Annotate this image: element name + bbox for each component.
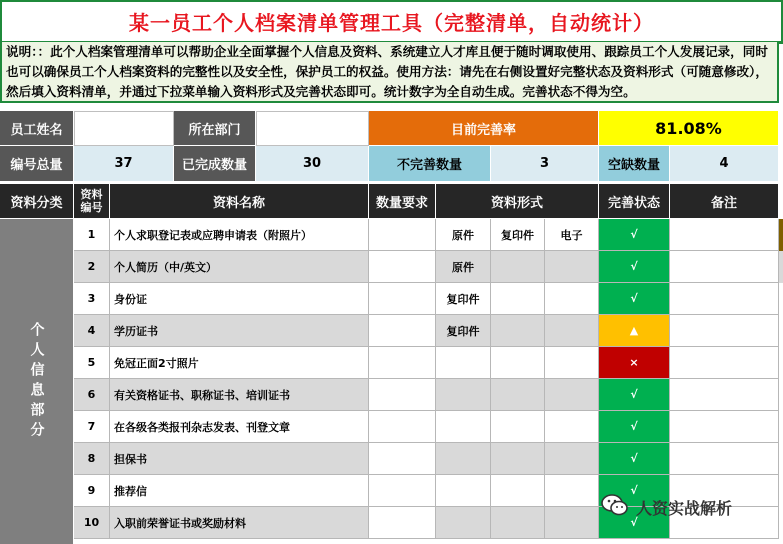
- row-name-cell: 担保书: [110, 443, 369, 475]
- form-dropdown[interactable]: [545, 411, 599, 443]
- form-dropdown[interactable]: [436, 347, 491, 379]
- header-name: 资料名称: [110, 184, 369, 219]
- employee-name-input[interactable]: [74, 111, 174, 146]
- header-remark: 备注: [670, 184, 779, 219]
- header-form: 资料形式: [436, 184, 599, 219]
- form-dropdown[interactable]: 原件: [436, 219, 491, 251]
- form-dropdown[interactable]: [491, 283, 545, 315]
- status-dropdown[interactable]: ×: [599, 347, 670, 379]
- row-name-cell: 身份证: [110, 283, 369, 315]
- row-no-cell: 7: [74, 411, 110, 443]
- form-dropdown[interactable]: [436, 379, 491, 411]
- row-no-cell: 2: [74, 251, 110, 283]
- form-dropdown[interactable]: 原件: [436, 251, 491, 283]
- watermark-text: 人资实战解析: [636, 498, 733, 518]
- quantity-input[interactable]: [369, 507, 436, 539]
- quantity-input[interactable]: [369, 219, 436, 251]
- form-dropdown[interactable]: [545, 379, 599, 411]
- form-dropdown[interactable]: [491, 251, 545, 283]
- header-number-line2: 编号: [80, 201, 103, 214]
- form-dropdown[interactable]: [491, 379, 545, 411]
- remark-input[interactable]: [670, 379, 779, 411]
- empty-count-label: 空缺数量: [599, 146, 670, 182]
- status-dropdown[interactable]: √: [599, 443, 670, 475]
- form-dropdown[interactable]: 复印件: [436, 283, 491, 315]
- status-dropdown[interactable]: √: [599, 411, 670, 443]
- remark-input[interactable]: [670, 315, 779, 347]
- quantity-input[interactable]: [369, 251, 436, 283]
- quantity-input[interactable]: [369, 411, 436, 443]
- header-number: [74, 184, 110, 219]
- header-status: 完善状态: [599, 184, 670, 219]
- form-dropdown[interactable]: [491, 315, 545, 347]
- form-dropdown[interactable]: [491, 411, 545, 443]
- header-number-line1: 资料: [80, 188, 103, 201]
- row-name-cell: 个人简历（中/英文）: [110, 251, 369, 283]
- form-dropdown[interactable]: [436, 507, 491, 539]
- row-no-cell: 5: [74, 347, 110, 379]
- quantity-input[interactable]: [369, 315, 436, 347]
- status-dropdown[interactable]: ▲: [599, 315, 670, 347]
- row-no-cell: 6: [74, 379, 110, 411]
- form-dropdown[interactable]: 电子: [545, 219, 599, 251]
- completion-rate-label: 目前完善率: [369, 111, 599, 146]
- total-count-value: 37: [74, 146, 174, 182]
- employee-name-label: 员工姓名: [0, 111, 74, 146]
- form-dropdown[interactable]: [545, 507, 599, 539]
- row-name-cell: 推荐信: [110, 475, 369, 507]
- incomplete-count-label: 不完善数量: [369, 146, 491, 182]
- header-category: 资料分类: [0, 184, 74, 219]
- remark-input[interactable]: [670, 219, 779, 251]
- form-dropdown[interactable]: [545, 251, 599, 283]
- row-name-cell: 在各级各类报刊杂志发表、刊登文章: [110, 411, 369, 443]
- remark-input[interactable]: [670, 251, 779, 283]
- row-no-cell: 9: [74, 475, 110, 507]
- done-count-value: 30: [256, 146, 369, 182]
- row-name-cell: 入职前荣誉证书或奖励材料: [110, 507, 369, 539]
- status-dropdown[interactable]: √: [599, 379, 670, 411]
- description-text: 说明：：此个人档案管理清单可以帮助企业全面掌握个人信息及资料、系统建立人才库且便于随时调取使用、跟踪员工个人发展记录，同时也可以确保员工个人档案资料的完整性以及安全性，保护员工的权益。使用方法：请先在右侧设置好完整状态及资料形式（可随意修改），然后填入资料清单，并通过下拉菜单输入资料形式及完善状态即可。统计数字为全自动生成。完善状态不得为空。: [0, 42, 779, 103]
- row-no-cell: 1: [74, 219, 110, 251]
- form-dropdown[interactable]: [491, 507, 545, 539]
- form-dropdown[interactable]: [491, 475, 545, 507]
- empty-count-value: 4: [670, 146, 779, 182]
- form-dropdown[interactable]: [436, 411, 491, 443]
- remark-input[interactable]: [670, 443, 779, 475]
- page-title: 某一员工个人档案清单管理工具（完整清单，自动统计）: [0, 0, 783, 44]
- remark-input[interactable]: [670, 283, 779, 315]
- category-personal-info: [0, 219, 74, 544]
- quantity-input[interactable]: [369, 443, 436, 475]
- total-count-label: 编号总量: [0, 146, 74, 182]
- row-name-cell: 有关资格证书、职称证书、培训证书: [110, 379, 369, 411]
- status-dropdown[interactable]: √: [599, 507, 670, 539]
- status-dropdown[interactable]: √: [599, 475, 670, 507]
- form-dropdown[interactable]: 复印件: [436, 315, 491, 347]
- row-no-cell: 4: [74, 315, 110, 347]
- row-name-cell: 免冠正面2寸照片: [110, 347, 369, 379]
- quantity-input[interactable]: [369, 379, 436, 411]
- form-dropdown[interactable]: [491, 443, 545, 475]
- row-no-cell: 10: [74, 507, 110, 539]
- form-dropdown[interactable]: [545, 315, 599, 347]
- row-no-cell: 8: [74, 443, 110, 475]
- edge-marker: [779, 251, 783, 283]
- department-label: 所在部门: [174, 111, 256, 146]
- form-dropdown[interactable]: [491, 347, 545, 379]
- done-count-label: 已完成数量: [174, 146, 256, 182]
- quantity-input[interactable]: [369, 347, 436, 379]
- status-dropdown[interactable]: √: [599, 219, 670, 251]
- status-dropdown[interactable]: √: [599, 283, 670, 315]
- quantity-input[interactable]: [369, 475, 436, 507]
- remark-input[interactable]: [670, 411, 779, 443]
- edge-marker: [779, 219, 783, 251]
- header-quantity: 数量要求: [369, 184, 436, 219]
- form-dropdown[interactable]: [545, 347, 599, 379]
- incomplete-count-value: 3: [491, 146, 599, 182]
- form-dropdown[interactable]: [545, 283, 599, 315]
- quantity-input[interactable]: [369, 283, 436, 315]
- form-dropdown[interactable]: [545, 443, 599, 475]
- row-name-cell: 个人求职登记表或应聘申请表（附照片）: [110, 219, 369, 251]
- wechat-icon: [600, 492, 630, 522]
- watermark: [600, 492, 732, 522]
- form-dropdown[interactable]: [436, 475, 491, 507]
- form-dropdown[interactable]: 复印件: [491, 219, 545, 251]
- form-dropdown[interactable]: [436, 443, 491, 475]
- completion-rate-value: 81.08%: [599, 111, 779, 146]
- category-label: 个人信息部分: [28, 321, 45, 442]
- form-dropdown[interactable]: [545, 475, 599, 507]
- remark-input[interactable]: [670, 347, 779, 379]
- status-dropdown[interactable]: √: [599, 251, 670, 283]
- row-no-cell: 3: [74, 283, 110, 315]
- department-input[interactable]: [256, 111, 369, 146]
- row-name-cell: 学历证书: [110, 315, 369, 347]
